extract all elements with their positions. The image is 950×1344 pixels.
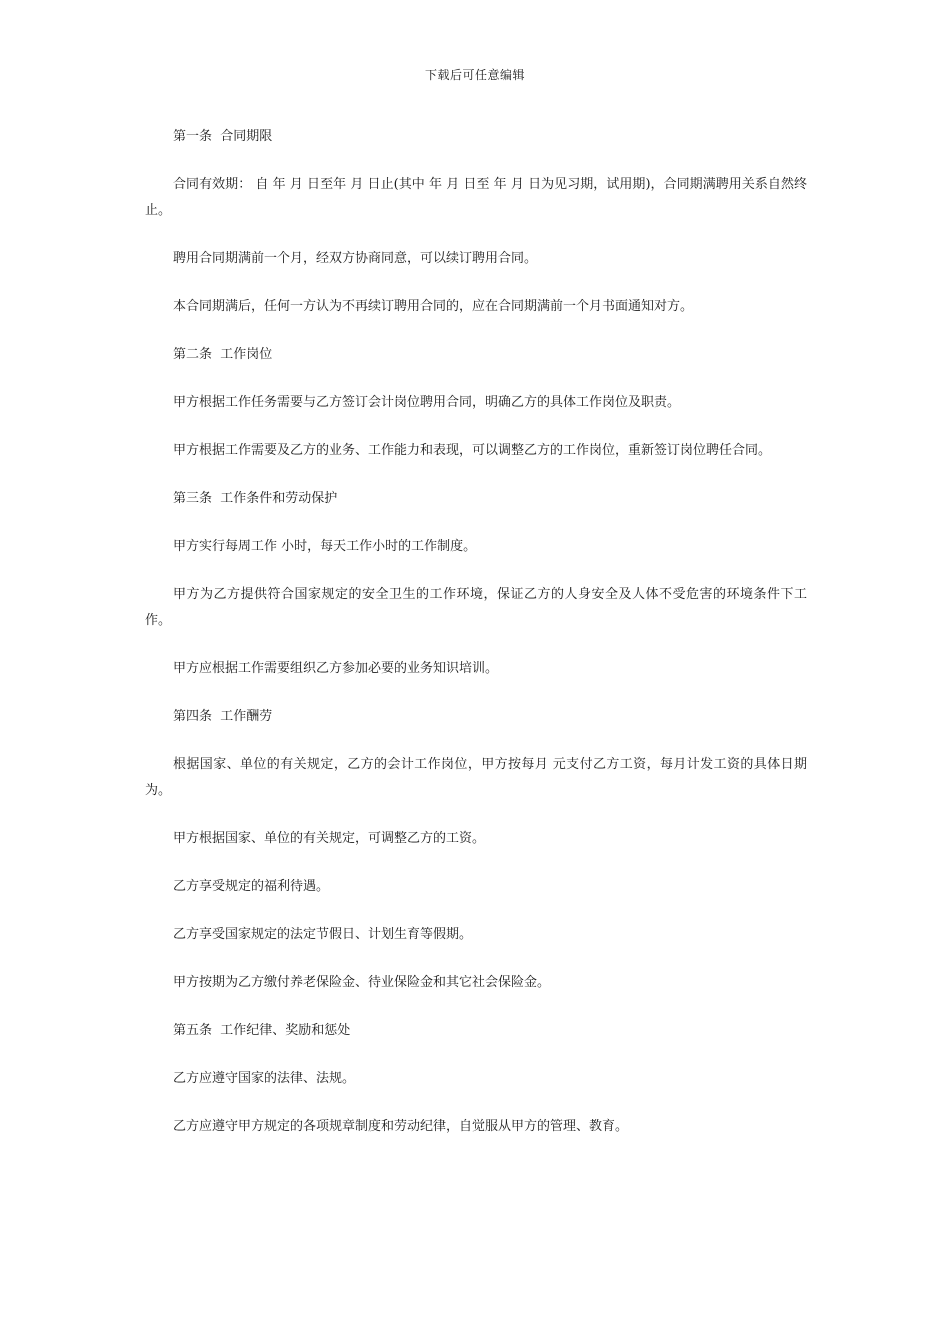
article-heading: 第三条 工作条件和劳动保护 bbox=[173, 491, 338, 506]
paragraph: 根据国家、单位的有关规定，乙方的会计工作岗位，甲方按每月 元支付乙方工资，每月计发工资的具体日期为。 bbox=[145, 757, 807, 798]
paragraph: 乙方应遵守甲方规定的各项规章制度和劳动纪律，自觉服从甲方的管理、教育。 bbox=[173, 1119, 629, 1134]
paragraph: 乙方享受规定的福利待遇。 bbox=[173, 879, 330, 894]
paragraph: 合同有效期： 自 年 月 日至年 月 日止(其中 年 月 日至 年 月 日为见习期，试用期)，合同期满聘用关系自然终止。 bbox=[145, 177, 807, 218]
document-body bbox=[145, 124, 807, 1162]
paragraph: 乙方应遵守国家的法律、法规。 bbox=[173, 1071, 356, 1086]
paragraph: 甲方按期为乙方缴付养老保险金、待业保险金和其它社会保险金。 bbox=[173, 975, 551, 990]
paragraph: 聘用合同期满前一个月，经双方协商同意，可以续订聘用合同。 bbox=[173, 251, 538, 266]
page-header-note: 下载后可任意编辑 bbox=[424, 68, 525, 82]
paragraph: 甲方根据国家、单位的有关规定，可调整乙方的工资。 bbox=[173, 831, 486, 846]
paragraph: 甲方实行每周工作 小时，每天工作小时的工作制度。 bbox=[173, 539, 477, 554]
paragraph: 甲方为乙方提供符合国家规定的安全卫生的工作环境，保证乙方的人身安全及人体不受危害的环境条件下工作。 bbox=[145, 587, 807, 628]
article-heading: 第五条 工作纪律、奖励和惩处 bbox=[173, 1023, 351, 1038]
paragraph: 甲方根据工作任务需要与乙方签订会计岗位聘用合同，明确乙方的具体工作岗位及职责。 bbox=[173, 395, 681, 410]
article-heading: 第一条 合同期限 bbox=[173, 129, 273, 144]
paragraph: 甲方应根据工作需要组织乙方参加必要的业务知识培训。 bbox=[173, 661, 499, 676]
paragraph: 甲方根据工作需要及乙方的业务、工作能力和表现，可以调整乙方的工作岗位，重新签订岗位聘任合同。 bbox=[173, 443, 772, 458]
article-heading: 第二条 工作岗位 bbox=[173, 347, 273, 362]
paragraph: 乙方享受国家规定的法定节假日、计划生育等假期。 bbox=[173, 927, 473, 942]
article-heading: 第四条 工作酬劳 bbox=[173, 709, 273, 724]
paragraph: 本合同期满后，任何一方认为不再续订聘用合同的，应在合同期满前一个月书面通知对方。 bbox=[173, 299, 694, 314]
